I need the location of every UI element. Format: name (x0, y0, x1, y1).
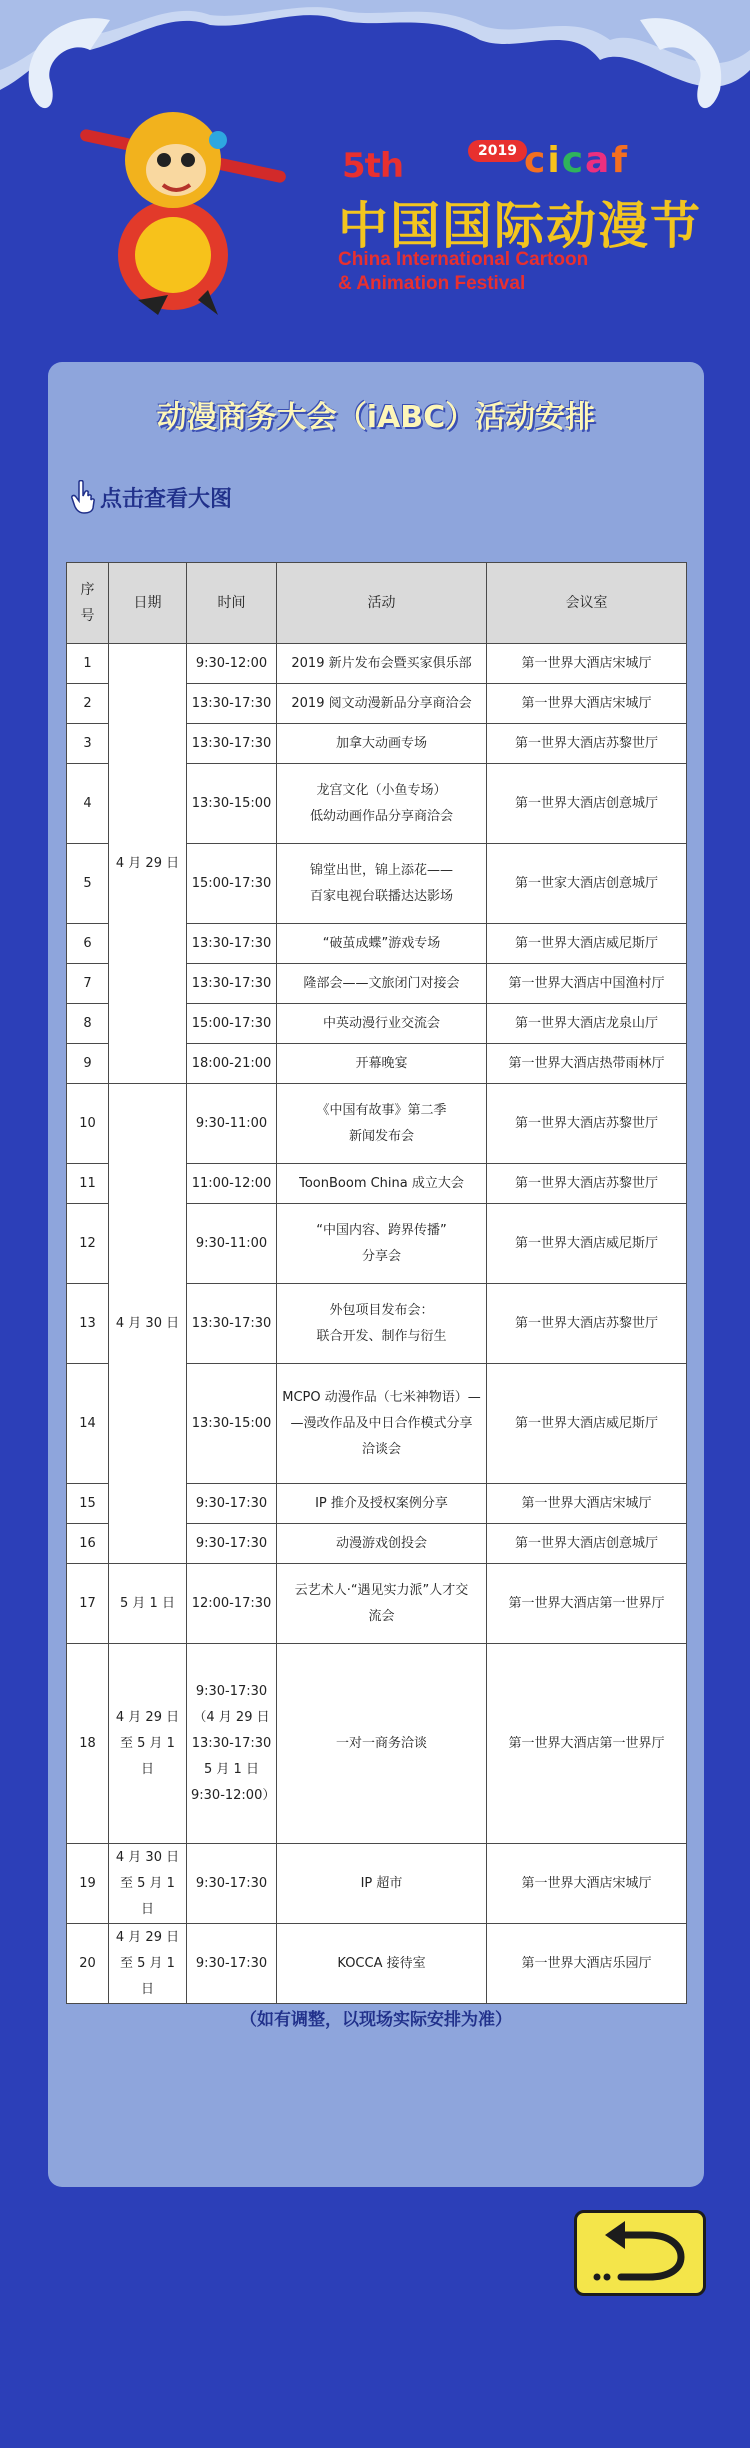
row-date: 4 月 30 日 (109, 1084, 187, 1564)
row-activity: “中国内容、跨界传播” 分享会 (277, 1204, 487, 1284)
row-activity: 加拿大动画专场 (277, 724, 487, 764)
row-number: 14 (67, 1364, 109, 1484)
row-venue: 第一世界大酒店第一世界厅 (487, 1564, 687, 1644)
row-venue: 第一世界大酒店龙泉山厅 (487, 1004, 687, 1044)
row-activity: 动漫游戏创投会 (277, 1524, 487, 1564)
row-date: 4 月 29 日 至 5 月 1 日 (109, 1924, 187, 2004)
row-number: 9 (67, 1044, 109, 1084)
row-number: 20 (67, 1924, 109, 2004)
table-header-row (67, 563, 687, 644)
row-number: 4 (67, 764, 109, 844)
row-activity: 中英动漫行业交流会 (277, 1004, 487, 1044)
row-activity: IP 推介及授权案例分享 (277, 1484, 487, 1524)
row-activity: 云艺术人·“遇见实力派”人才交 流会 (277, 1564, 487, 1644)
row-venue: 第一世界大酒店苏黎世厅 (487, 1084, 687, 1164)
panel-title: 动漫商务大会（iABC）活动安排 (156, 400, 596, 435)
row-activity: 外包项目发布会： 联合开发、制作与衍生 (277, 1284, 487, 1364)
row-number: 3 (67, 724, 109, 764)
row-time: 9:30-11:00 (187, 1084, 277, 1164)
monkey-king-mascot (78, 100, 288, 320)
row-activity: “破茧成蝶”游戏专场 (277, 924, 487, 964)
pointing-hand-icon (70, 480, 96, 514)
view-large-label: 点击查看大图 (100, 486, 233, 512)
row-number: 16 (67, 1524, 109, 1564)
table-row (67, 1564, 687, 1644)
row-venue: 第一世家大酒店创意城厅 (487, 844, 687, 924)
col-header-activity: 活动 (277, 563, 487, 644)
row-venue: 第一世界大酒店宋城厅 (487, 684, 687, 724)
logo-abbreviation: cicaf (524, 140, 629, 181)
row-venue: 第一世界大酒店宋城厅 (487, 1844, 687, 1924)
return-arrow-icon (577, 2213, 703, 2293)
schedule-panel (48, 362, 704, 2187)
row-venue: 第一世界大酒店乐园厅 (487, 1924, 687, 2004)
row-date: 5 月 1 日 (109, 1564, 187, 1644)
row-number: 2 (67, 684, 109, 724)
row-venue: 第一世界大酒店宋城厅 (487, 644, 687, 684)
table-row (67, 1924, 687, 2004)
table-row (67, 1844, 687, 1924)
row-time: 9:30-17:30 (187, 1844, 277, 1924)
table-row (67, 1644, 687, 1844)
row-time: 13:30-17:30 (187, 1284, 277, 1364)
row-number: 7 (67, 964, 109, 1004)
row-venue: 第一世界大酒店创意城厅 (487, 1524, 687, 1564)
row-time: 9:30-17:30 （4 月 29 日 13:30-17:30 5 月 1 日 9:30-12:00） (187, 1644, 277, 1844)
row-activity: ToonBoom China 成立大会 (277, 1164, 487, 1204)
row-number: 19 (67, 1844, 109, 1924)
row-venue: 第一世界大酒店苏黎世厅 (487, 1284, 687, 1364)
row-time: 13:30-17:30 (187, 684, 277, 724)
row-activity: MCPO 动漫作品（七米神物语）— —漫改作品及中日合作模式分享 洽谈会 (277, 1364, 487, 1484)
row-number: 1 (67, 644, 109, 684)
logo-year-badge: 2019 (468, 140, 527, 162)
back-button[interactable] (574, 2210, 706, 2296)
festival-logo (338, 140, 718, 300)
row-time: 9:30-11:00 (187, 1204, 277, 1284)
row-time: 13:30-15:00 (187, 1364, 277, 1484)
row-venue: 第一世界大酒店威尼斯厅 (487, 1364, 687, 1484)
row-time: 13:30-15:00 (187, 764, 277, 844)
col-header-venue: 会议室 (487, 563, 687, 644)
row-date: 4 月 30 日 至 5 月 1 日 (109, 1844, 187, 1924)
row-venue: 第一世界大酒店第一世界厅 (487, 1644, 687, 1844)
row-number: 10 (67, 1084, 109, 1164)
row-time: 9:30-17:30 (187, 1524, 277, 1564)
row-activity: IP 超市 (277, 1844, 487, 1924)
col-header-no: 序 号 (67, 563, 109, 644)
row-number: 13 (67, 1284, 109, 1364)
col-header-time: 时间 (187, 563, 277, 644)
logo-title-en: China International Cartoon & Animation Festival (338, 249, 589, 294)
row-number: 15 (67, 1484, 109, 1524)
row-time: 13:30-17:30 (187, 964, 277, 1004)
row-venue: 第一世界大酒店苏黎世厅 (487, 724, 687, 764)
row-activity: 隆部会——文旅闭门对接会 (277, 964, 487, 1004)
row-number: 18 (67, 1644, 109, 1844)
table-row (67, 644, 687, 684)
row-time: 9:30-12:00 (187, 644, 277, 684)
row-time: 13:30-17:30 (187, 724, 277, 764)
row-activity: 《中国有故事》第二季 新闻发布会 (277, 1084, 487, 1164)
row-time: 12:00-17:30 (187, 1564, 277, 1644)
row-number: 6 (67, 924, 109, 964)
row-activity: 龙宫文化（小鱼专场） 低幼动画作品分享商洽会 (277, 764, 487, 844)
row-activity: 2019 阅文动漫新品分享商洽会 (277, 684, 487, 724)
logo-title-zh: 中国国际动漫节 (338, 197, 702, 255)
row-venue: 第一世界大酒店威尼斯厅 (487, 924, 687, 964)
row-number: 11 (67, 1164, 109, 1204)
row-venue: 第一世界大酒店热带雨林厅 (487, 1044, 687, 1084)
view-large-image-link[interactable] (70, 480, 232, 514)
row-venue: 第一世界大酒店创意城厅 (487, 764, 687, 844)
col-header-date: 日期 (109, 563, 187, 644)
adjustment-note: （如有调整，以现场实际安排为准） (240, 2010, 512, 2030)
schedule-table (66, 562, 687, 2004)
row-number: 5 (67, 844, 109, 924)
row-venue: 第一世界大酒店宋城厅 (487, 1484, 687, 1524)
row-time: 9:30-17:30 (187, 1484, 277, 1524)
row-number: 17 (67, 1564, 109, 1644)
row-venue: 第一世界大酒店中国渔村厅 (487, 964, 687, 1004)
row-date: 4 月 29 日 (109, 644, 187, 1084)
row-activity: 2019 新片发布会暨买家俱乐部 (277, 644, 487, 684)
row-time: 18:00-21:00 (187, 1044, 277, 1084)
row-time: 11:00-12:00 (187, 1164, 277, 1204)
row-activity: 一对一商务洽谈 (277, 1644, 487, 1844)
row-number: 8 (67, 1004, 109, 1044)
table-row (67, 1084, 687, 1164)
row-time: 13:30-17:30 (187, 924, 277, 964)
row-venue: 第一世界大酒店威尼斯厅 (487, 1204, 687, 1284)
row-date: 4 月 29 日 至 5 月 1 日 (109, 1644, 187, 1844)
schedule-body (67, 644, 687, 2004)
row-time: 9:30-17:30 (187, 1924, 277, 2004)
logo-edition: 5th (342, 146, 404, 186)
row-venue: 第一世界大酒店苏黎世厅 (487, 1164, 687, 1204)
row-activity: 开幕晚宴 (277, 1044, 487, 1084)
row-time: 15:00-17:30 (187, 844, 277, 924)
row-number: 12 (67, 1204, 109, 1284)
row-time: 15:00-17:30 (187, 1004, 277, 1044)
row-activity: KOCCA 接待室 (277, 1924, 487, 2004)
row-activity: 锦堂出世，锦上添花—— 百家电视台联播达达影场 (277, 844, 487, 924)
